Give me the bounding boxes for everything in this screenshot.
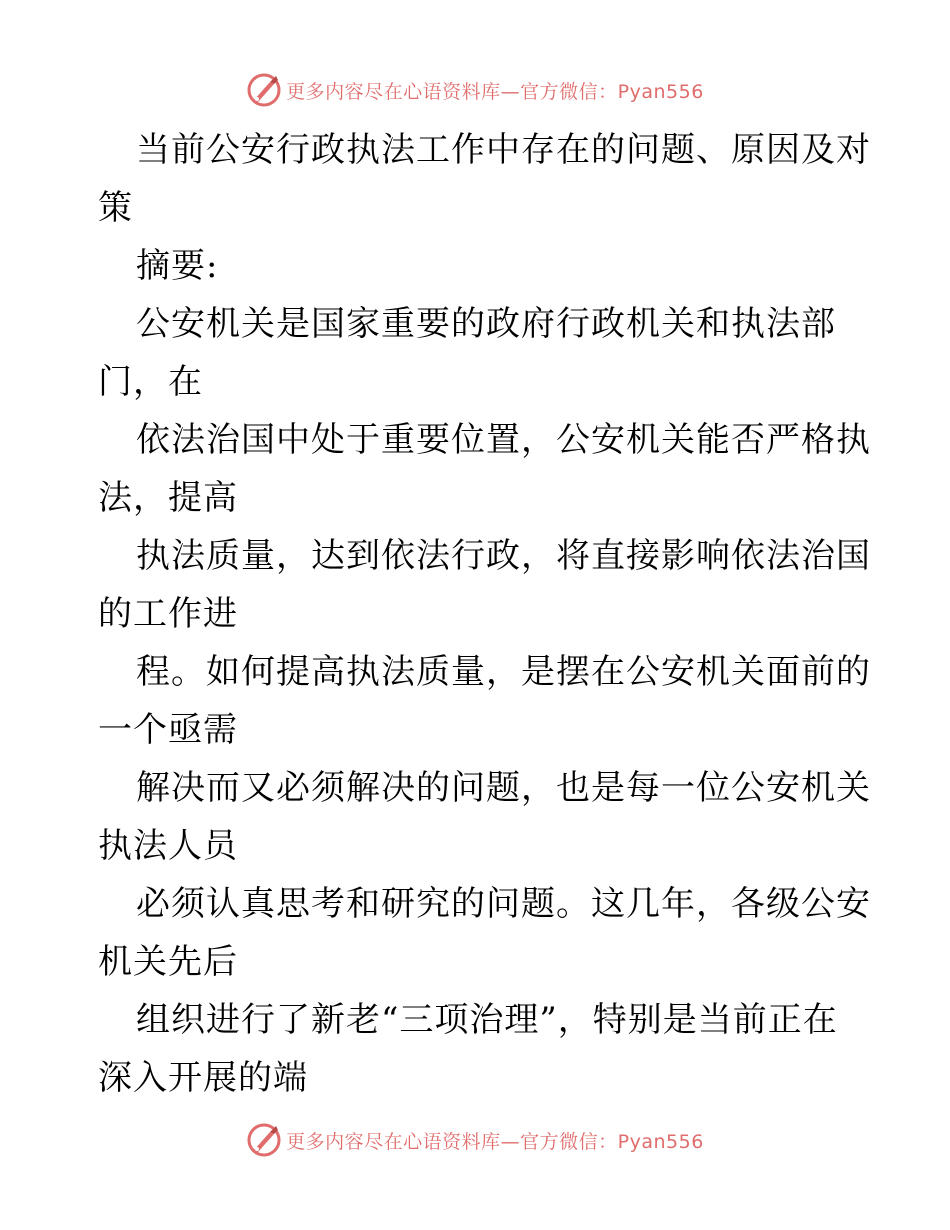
watermark-text: 更多内容尽在心语资料库—官方微信：Pyan556 (286, 1130, 704, 1153)
text-line: 依法治国中处于重要位置，公安机关能否严格执 (136, 420, 871, 460)
quill-pen-logo-icon (246, 1122, 282, 1158)
text-line: 法，提高 (98, 478, 238, 518)
text-line: 执法质量，达到依法行政，将直接影响依法治国 (136, 536, 871, 576)
text-line: 门，在 (98, 362, 203, 402)
text-line: 解决而又必须解决的问题，也是每一位公安机关 (136, 768, 871, 808)
text-line: 的工作进 (98, 594, 238, 634)
text-line: 公安机关是国家重要的政府行政机关和执法部 (136, 304, 836, 344)
quill-pen-logo-icon (246, 72, 282, 108)
text-line: 必须认真思考和研究的问题。这几年，各级公安 (136, 884, 871, 924)
footer-watermark (0, 1120, 950, 1160)
header-watermark (0, 70, 950, 110)
text-line: 程。如何提高执法质量，是摆在公安机关面前的 (136, 652, 871, 692)
document-body (98, 121, 871, 1107)
text-line: 策 (98, 188, 133, 228)
text-line: 当前公安行政执法工作中存在的问题、原因及对 (136, 130, 871, 170)
text-line: 执法人员 (98, 826, 238, 866)
text-line: 组织进行了新老“三项治理”，特别是当前正在 (136, 1000, 838, 1040)
text-line: 深入开展的端 (98, 1058, 308, 1098)
text-line: 机关先后 (98, 942, 238, 982)
text-line: 摘要: (136, 246, 219, 286)
text-line: 一个亟需 (98, 710, 238, 750)
watermark-text: 更多内容尽在心语资料库—官方微信：Pyan556 (286, 80, 704, 103)
